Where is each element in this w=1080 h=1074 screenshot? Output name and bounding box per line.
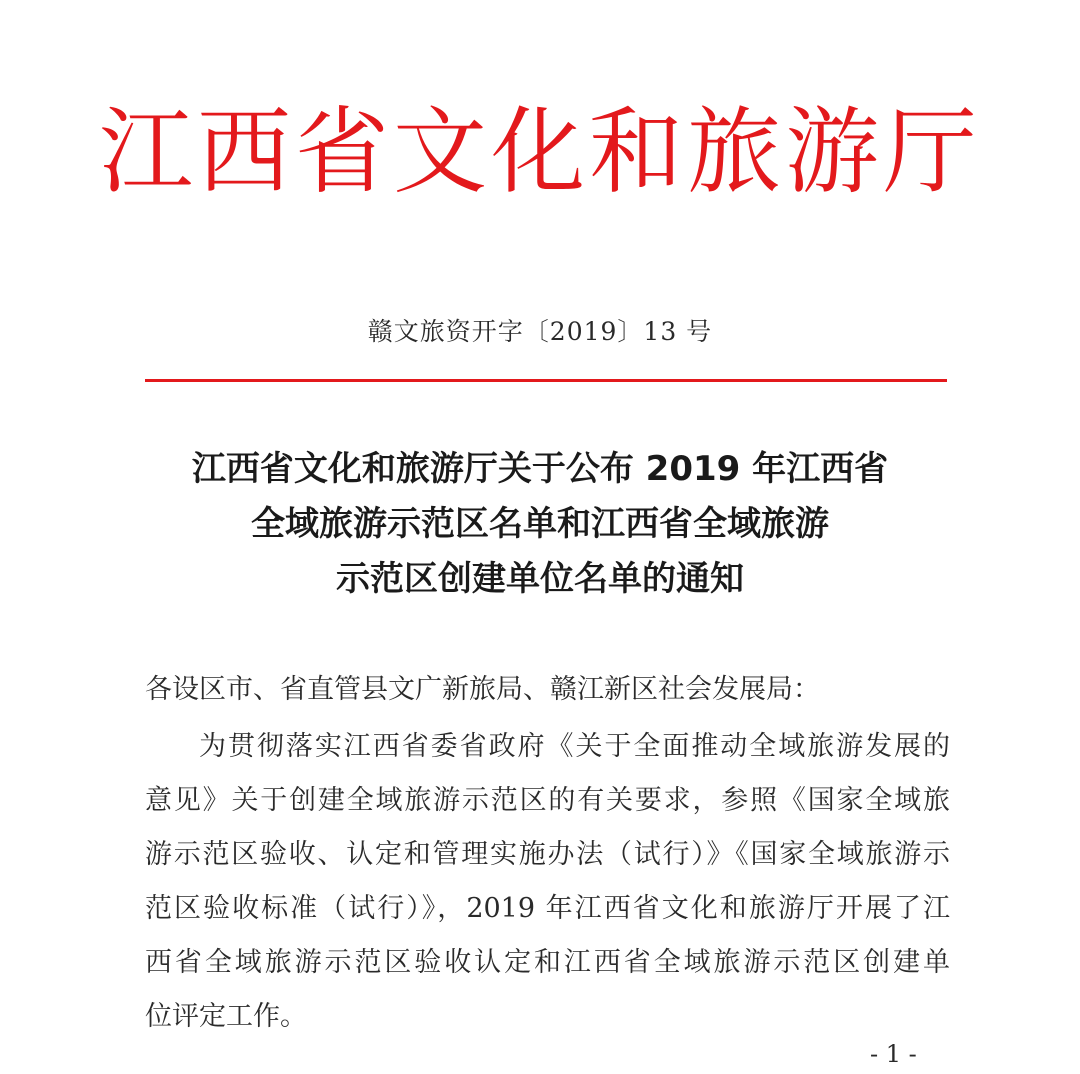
body-line: 范区验收标准（试行）》，2019 年江西省文化和旅游厅开展了江 xyxy=(145,893,950,924)
document-title xyxy=(80,442,1000,607)
title-line: 示范区创建单位名单的通知 xyxy=(336,559,744,599)
body-paragraph xyxy=(145,720,950,1044)
red-divider xyxy=(145,379,947,382)
body-line: 位评定工作。 xyxy=(145,1001,307,1032)
body-line: 西省全域旅游示范区验收认定和江西省全域旅游示范区创建单 xyxy=(145,947,950,978)
page-number: - 1 - xyxy=(870,1040,917,1068)
body-line: 为贯彻落实江西省委省政府《关于全面推动全域旅游发展的 xyxy=(199,731,950,762)
letterhead-org-name: 江西省文化和旅游厅 xyxy=(98,98,981,207)
title-line: 全域旅游示范区名单和江西省全域旅游 xyxy=(251,504,829,544)
title-line: 江西省文化和旅游厅关于公布 2019 年江西省 xyxy=(191,449,889,489)
body-line: 游示范区验收、认定和管理实施办法（试行）》《国家全域旅游示 xyxy=(145,839,950,870)
salutation: 各设区市、省直管县文广新旅局、赣江新区社会发展局： xyxy=(145,674,820,705)
body-line: 意见》关于创建全域旅游示范区的有关要求，参照《国家全域旅 xyxy=(145,785,950,816)
document-number: 赣文旅资开字〔2019〕13 号 xyxy=(367,317,713,346)
